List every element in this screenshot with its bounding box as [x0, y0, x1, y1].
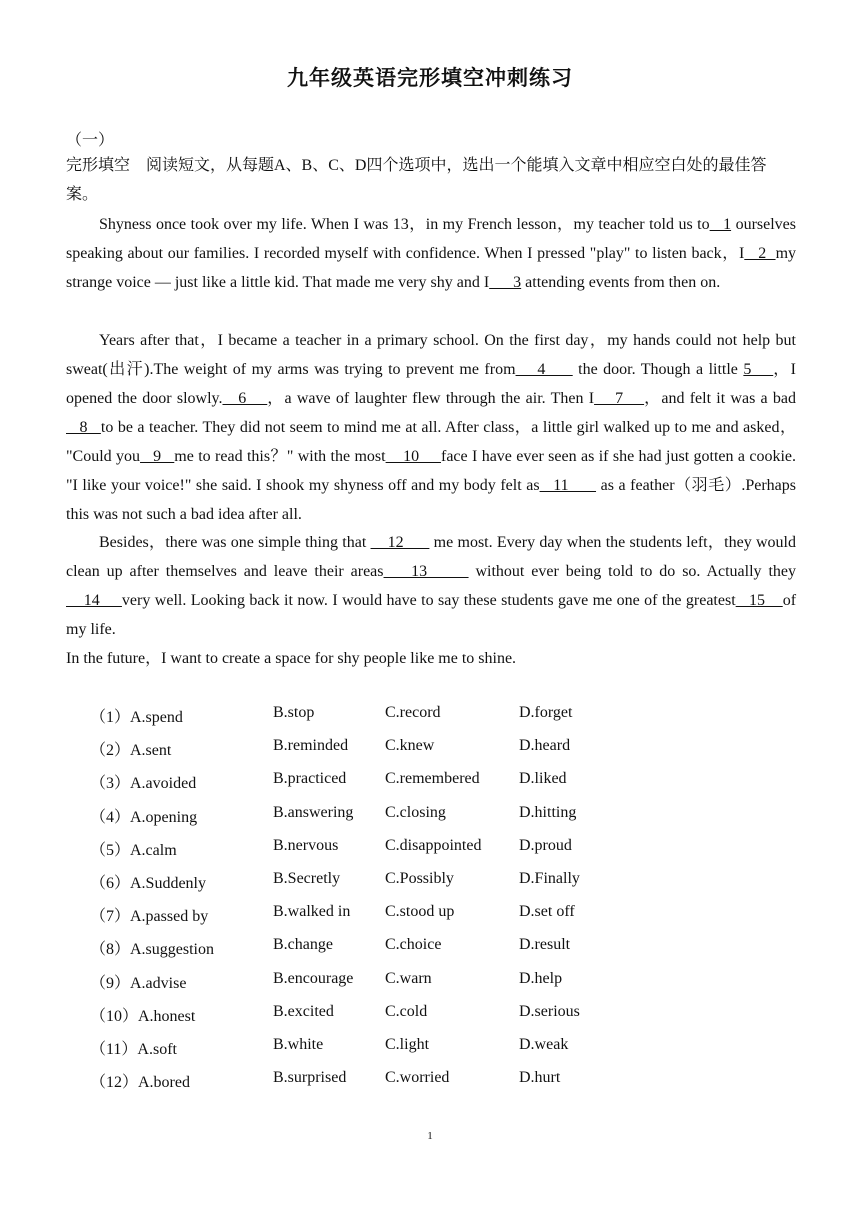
option-c: C.cold: [385, 1002, 428, 1020]
option-c: C.light: [385, 1035, 430, 1053]
answer-blank: 14: [66, 592, 122, 609]
option-d: D.weak: [519, 1035, 569, 1053]
passage-text: attending events from then on.: [521, 274, 721, 291]
answer-blank: 11: [539, 477, 597, 494]
option-d: D.serious: [519, 1002, 580, 1020]
answer-blank: 15: [735, 592, 783, 609]
answer-blank: 3: [489, 274, 522, 291]
passage-text: ourselves speaking about our families. I recorded myself with confidence. When I pressed "play" to listen back，I: [66, 216, 796, 262]
option-c: C.remembered: [385, 770, 480, 788]
option-a: （3）A.avoided: [90, 775, 197, 793]
option-d: D.heard: [519, 737, 571, 755]
passage-text: very well. Looking back it now. I would have to say these students gave me one of the greatest: [121, 592, 736, 609]
option-a: （6）A.Suddenly: [90, 874, 207, 892]
option-b: B.encourage: [273, 969, 354, 987]
answer-blank: 12: [370, 534, 430, 551]
passage-text: of my life.: [66, 592, 797, 638]
page-title: 九年级英语完形填空冲刺练习: [287, 66, 573, 90]
option-c: C.stood up: [385, 903, 455, 921]
option-d: D.result: [519, 936, 571, 954]
option-d: D.forget: [519, 704, 573, 721]
option-d: D.set off: [519, 903, 575, 921]
option-b: B.nervous: [273, 836, 339, 854]
passage-text: to be a teacher. They did not seem to mind me at all. After class，a little girl walked up to me and asked， "Could you: [66, 419, 796, 465]
option-a: （2）A.sent: [90, 742, 172, 760]
option-a: （10）A.honest: [90, 1007, 196, 1025]
page-number: 1: [427, 1130, 433, 1142]
option-a: （4）A.opening: [90, 808, 198, 826]
option-a: （1）A.spend: [90, 709, 183, 726]
option-d: D.proud: [519, 836, 572, 854]
passage-paragraph-3: [66, 528, 796, 644]
option-d: D.Finally: [519, 869, 580, 887]
option-c: C.closing: [385, 803, 446, 821]
option-c: C.choice: [385, 936, 442, 954]
passage-text: Shyness once took over my life. When I was 13，in my French lesson，my teacher told us to: [99, 216, 710, 233]
answer-blank: 6: [222, 390, 268, 407]
option-b: B.Secretly: [273, 869, 341, 887]
answer-blank: 1: [709, 216, 732, 233]
option-c: C.record: [385, 704, 441, 721]
passage-text: ，a wave of laughter flew through the air. Then I: [267, 390, 595, 407]
answer-blank: 9: [140, 448, 175, 465]
option-b: B.answering: [273, 803, 354, 821]
option-c: C.warn: [385, 969, 432, 987]
option-a: （7）A.passed by: [90, 908, 209, 926]
passage-text: ，and felt it was a bad: [644, 390, 797, 407]
passage-text: me to read this？" with the most: [174, 448, 386, 465]
option-a: （12）A.bored: [90, 1074, 190, 1092]
passage-text: me most. Every day when the students left，they would clean up after themselves and leave their areas: [66, 534, 796, 580]
answer-blank: 7: [594, 390, 645, 407]
passage-text: Besides，there was one simple thing that: [99, 534, 371, 551]
passage-text: Years after that，I became a teacher in a primary school. On the first day，my hands could not help but sweat(出汗).The weight of my arms was trying to prevent me from: [66, 332, 796, 378]
option-a: （8）A.suggestion: [90, 941, 215, 959]
option-b: B.reminded: [273, 737, 349, 755]
answer-blank: 8: [66, 419, 101, 436]
passage-text: the door. Though a little: [572, 361, 744, 378]
option-b: B.white: [273, 1035, 324, 1053]
option-b: B.practiced: [273, 770, 347, 788]
passage-text: as a feather（羽毛）.Perhaps this was not such a bad idea after all.: [66, 477, 797, 523]
option-b: B.excited: [273, 1002, 334, 1020]
passage-text: my strange voice — just like a little kid. That made me very shy and I: [66, 245, 797, 291]
option-a: （5）A.calm: [90, 841, 177, 859]
option-c: C.knew: [385, 737, 435, 755]
passage-text: face I have ever seen as if she had just gotten a cookie. "I like your voice!" she said. I shook my shyness off and my body felt as: [66, 448, 797, 494]
passage-paragraph-2: [66, 326, 796, 529]
option-d: D.help: [519, 969, 563, 987]
answer-blank: 5: [743, 361, 774, 378]
passage-text: without ever being told to do so. Actually they: [468, 563, 796, 580]
option-b: B.stop: [273, 704, 315, 721]
passage-paragraph-1: [66, 210, 796, 297]
option-c: C.disappointed: [385, 836, 482, 854]
answer-blank: 13: [383, 563, 469, 580]
passage-paragraph-4: [66, 644, 796, 673]
option-c: C.Possibly: [385, 869, 454, 887]
answer-blank: 4: [515, 361, 573, 378]
option-b: B.walked in: [273, 903, 351, 921]
option-a: （9）A.advise: [90, 974, 187, 992]
option-c: C.worried: [385, 1069, 450, 1087]
option-d: D.hitting: [519, 803, 577, 821]
option-b: B.surprised: [273, 1069, 347, 1087]
passage-text: ，I opened the door slowly.: [66, 361, 797, 407]
answer-blank: 2: [744, 245, 776, 262]
section-label: （一）: [66, 132, 115, 149]
option-d: D.hurt: [519, 1069, 561, 1087]
option-a: （11）A.soft: [90, 1040, 177, 1058]
instructions: 完形填空 阅读短文，从每题A、B、C、D四个选项中，选出一个能填入文章中相应空白处的最佳答案。: [66, 157, 767, 203]
option-d: D.liked: [519, 770, 567, 788]
option-b: B.change: [273, 936, 333, 954]
answer-blank: 10: [385, 448, 441, 465]
passage-text: In the future，I want to create a space for shy people like me to shine.: [66, 650, 517, 667]
